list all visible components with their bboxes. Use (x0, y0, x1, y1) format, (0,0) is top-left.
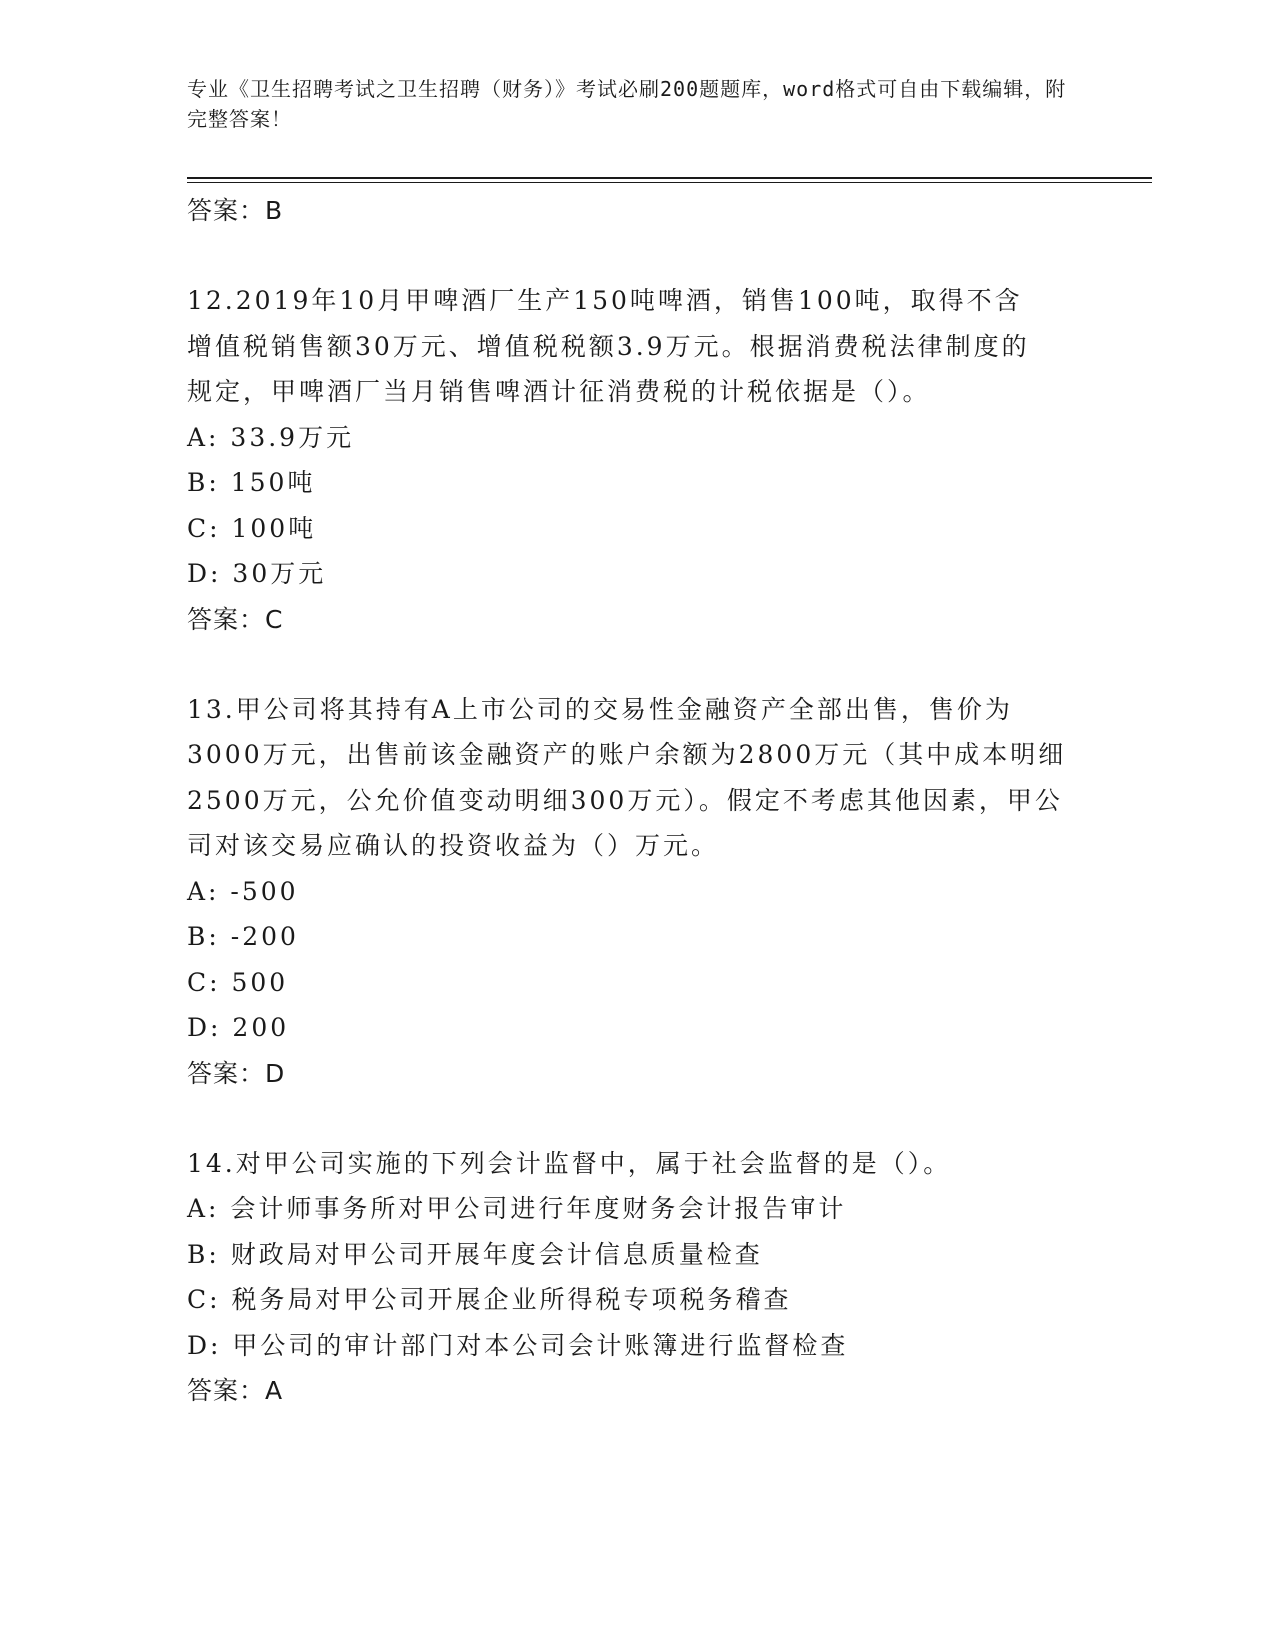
option-d: D: 30万元 (187, 559, 327, 588)
header-rule-thick (187, 177, 1152, 179)
option-c: C: 税务局对甲公司开展企业所得税专项税务稽查 (187, 1285, 792, 1314)
option-a: A: -500 (187, 876, 299, 906)
answer-line: 答案：C (187, 604, 284, 634)
option-c: C: 500 (187, 967, 289, 997)
question-stem: 14.对甲公司实施的下列会计监督中，属于社会监督的是（）。 (187, 1148, 952, 1178)
question-stem: 12.2019年10月甲啤酒厂生产150吨啤酒，销售100吨，取得不含增值税销售额30万元、增值税税额3.9万元。根据消费税法律制度的规定，甲啤酒厂当月销售啤酒计征消费税的计税依据是（）。 (187, 286, 1030, 406)
option-a: A: 会计师事务所对甲公司进行年度财务会计报告审计 (187, 1194, 847, 1223)
option-a: A: 33.9万元 (187, 422, 355, 452)
option-b: B: 150吨 (187, 468, 316, 497)
answer-line: 答案：D (187, 1058, 286, 1088)
option-b: B: 财政局对甲公司开展年度会计信息质量检查 (187, 1239, 763, 1269)
question-block (187, 1141, 1087, 1415)
option-b: B: -200 (187, 922, 299, 951)
question-stem: 13.甲公司将其持有A上市公司的交易性金融资产全部出售，售价为3000万元，出售前该金融资产的账户余额为2800万元（其中成本明细2500万元，公允价值变动明细300万元）。假定不考虑其他因素，甲公司对该交易应确认的投资收益为（）万元。 (187, 694, 1067, 860)
option-c: C: 100吨 (187, 513, 317, 543)
option-d: D: 200 (187, 1013, 290, 1042)
question-list (187, 188, 1087, 1414)
question-block (187, 278, 1087, 643)
question-block (187, 687, 1087, 1097)
option-d: D: 甲公司的审计部门对本公司会计账簿进行监督检查 (187, 1330, 849, 1360)
answer-line: 答案：B (187, 196, 284, 225)
page-header: 专业《卫生招聘考试之卫生招聘（财务）》考试必刷200题题库，word格式可自由下载编辑，附完整答案！ (187, 77, 1067, 131)
answer-line: 答案：A (187, 1376, 284, 1405)
header-rule-thin (187, 182, 1152, 183)
